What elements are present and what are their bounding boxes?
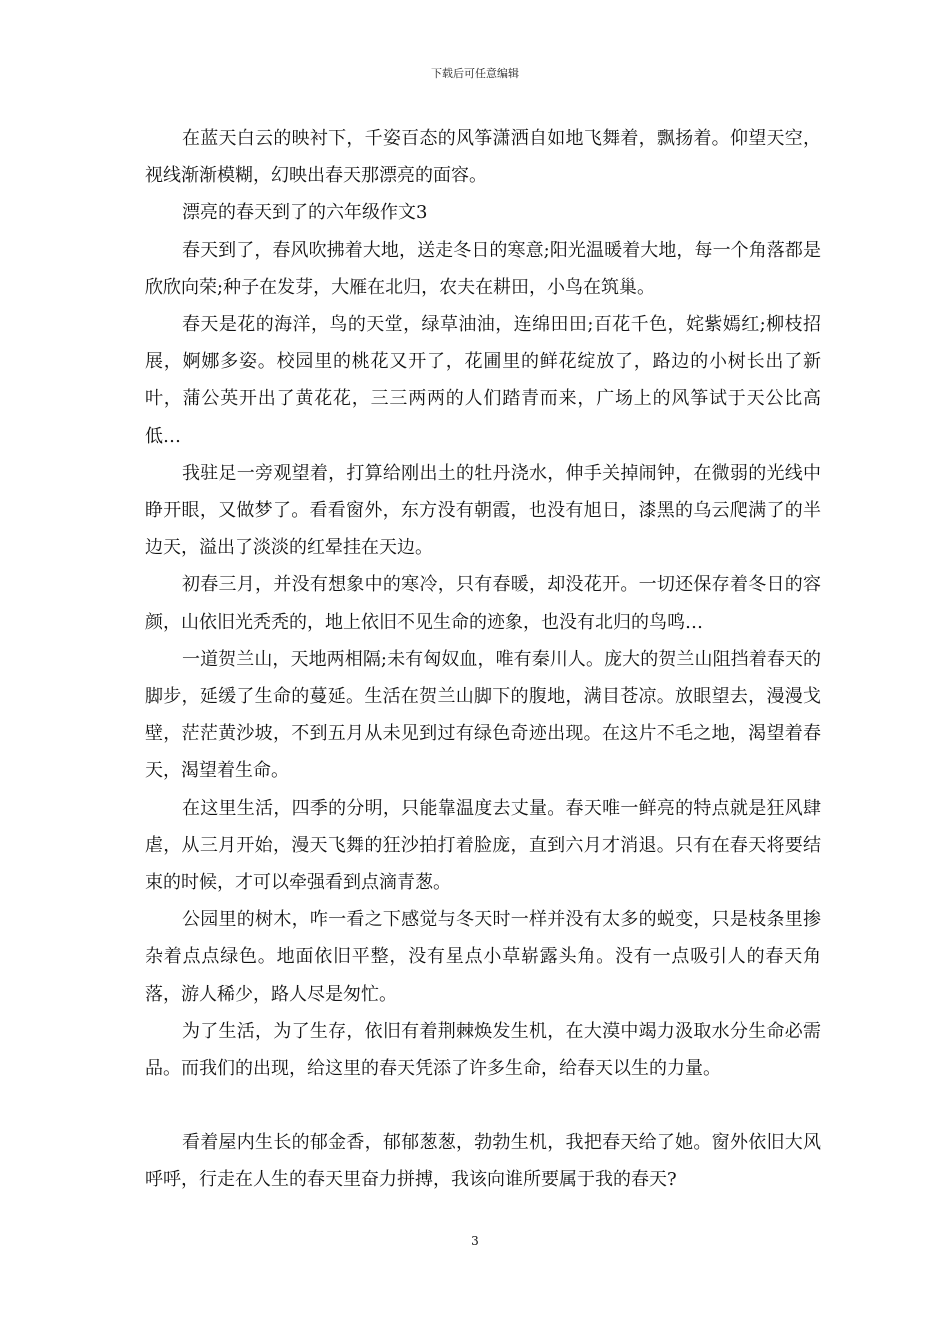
page-header: 下载后可任意编辑 [431,67,519,80]
paragraph-park-trees: 公园里的树木，咋一看之下感觉与冬天时一样并没有太多的蜕变，只是枝条里掺杂着点点绿色。地面依旧平整，没有星点小草崭露头角。没有一点吸引人的春天角落，游人稀少，路人尽是匆忙。 [145,909,821,1005]
paragraph-spring-arrives: 春天到了，春风吹拂着大地，送走冬日的寒意;阳光温暖着大地，每一个角落都是欣欣向荣;种子在发芽，大雁在北归，农夫在耕田，小鸟在筑巢。 [145,239,821,298]
paragraph-sea-of-flowers: 春天是花的海洋，鸟的天堂，绿草油油，连绵田田;百花千色，姹紫嫣红;柳枝招展，婀娜多姿。校园里的桃花又开了，花圃里的鲜花绽放了，路边的小树长出了新叶，蒲公英开出了黄花花，三三两两的人们踏青而来，广场上的风筝试于天公比高低… [145,314,821,447]
paragraph-four-seasons: 在这里生活，四季的分明，只能靠温度去丈量。春天唯一鲜亮的特点就是狂风肆虐，从三月开始，漫天飞舞的狂沙拍打着脸庞，直到六月才消退。只有在春天将要结束的时候，才可以牵强看到点滴青葱。 [145,797,821,894]
paragraph-kites: 在蓝天白云的映衬下，千姿百态的风筝潇洒自如地飞舞着，飘扬着。仰望天空，视线渐渐模糊，幻映出春天那漂亮的面容。 [145,128,821,187]
paragraph-early-spring: 初春三月，并没有想象中的寒冷，只有春暖，却没花开。一切还保存着冬日的容颜，山依旧光秃秃的，地上依旧不见生命的迹象，也没有北归的鸟鸣… [145,574,821,633]
essay-title: 漂亮的春天到了的六年级作文3 [182,202,428,224]
paragraph-survival: 为了生活，为了生存，依旧有着荆棘焕发生机，在大漠中竭力汲取水分生命必需品。而我们的出现，给这里的春天凭添了许多生命，给春天以生的力量。 [145,1020,821,1080]
paragraph-tulip: 看着屋内生长的郁金香，郁郁葱葱，勃勃生机，我把春天给了她。窗外依旧大风呼呼，行走在人生的春天里奋力拼搏，我该向谁所要属于我的春天? [145,1132,821,1191]
paragraph-dream: 我驻足一旁观望着，打算给刚出土的牡丹浇水，伸手关掉闹钟，在微弱的光线中睁开眼，又做梦了。看看窗外，东方没有朝霞，也没有旭日，漆黑的乌云爬满了的半边天，溢出了淡淡的红晕挂在天边。 [145,462,821,559]
paragraph-helan-mountain: 一道贺兰山，天地两相隔;未有匈奴血，唯有秦川人。庞大的贺兰山阻挡着春天的脚步，延缓了生命的蔓延。生活在贺兰山脚下的腹地，满目苍凉。放眼望去，漫漫戈壁，茫茫黄沙坡，不到五月从未见到过有绿色奇迹出现。在这片不毛之地，渴望着春天，渴望着生命。 [145,648,821,782]
page-number: 3 [471,1234,479,1248]
document-body [145,120,821,1199]
